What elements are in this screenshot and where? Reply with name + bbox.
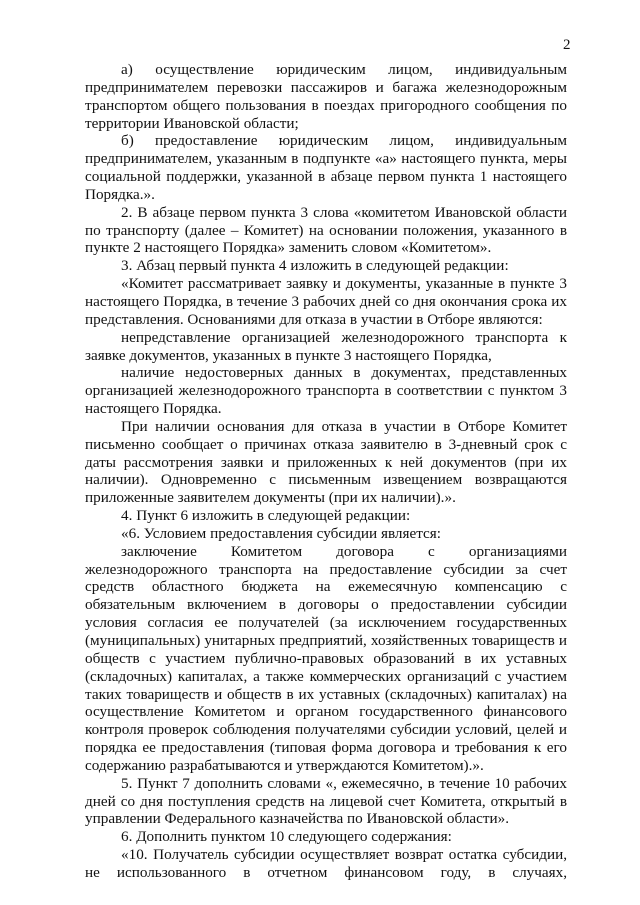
paragraph-3-intro: 3. Абзац первый пункта 4 изложить в следующей редакции: [121,257,509,275]
page-number: 2 [563,37,571,53]
paragraph-1a: а) осуществление юридическим лицом, индивидуальным предпринимателем перевозки пассажиров и багажа железнодорожным транспортом общего пользования в поездах пригородного сообщения по территории Ивановской области; [85,61,567,132]
paragraph-4-intro: 4. Пункт 6 изложить в следующей редакции: [121,507,411,525]
paragraph-2: 2. В абзаце первом пункта 3 слова «комитетом Ивановской области по транспорту (далее – Комитет) на основании положения, указанного в пункте 2 настоящего Порядка» заменить словом «Комитетом». [85,203,567,257]
paragraph-3-quote: «Комитет рассматривает заявку и документы, указанные в пункте 3 настоящего Порядка, в течение 3 рабочих дней со дня окончания срока их представления. Основаниями для отказа в участии в Отборе являются: [85,275,567,328]
paragraph-3-reason-2: наличие недостоверных данных в документах, представленных организацией железнодорожного транспорта в соответствии с пунктом 3 настоящего Порядка. [85,364,567,418]
document-body [85,61,567,882]
paragraph-3-refusal: При наличии основания для отказа в участии в Отборе Комитет письменно сообщает о причинах отказа заявителю в 3-дневный срок с даты рассмотрения заявки и приложенных к ней документов (при их наличии). Одновременно с письменным извещением возвращаются приложенные заявителем документы (при их наличии).». [85,417,567,507]
paragraph-1b: б) предоставление юридическим лицом, индивидуальным предпринимателем, указанным в подпункте «а» настоящего пункта, меры социальной поддержки, указанной в абзаце первом пункта 1 настоящего Порядка.». [85,132,567,203]
paragraph-6-quote: «10. Получатель субсидии осуществляет возврат остатка субсидии, не использованного в отчетном финансовом году, в случаях, [85,846,567,881]
paragraph-4-quote: «6. Условием предоставления субсидии является: [121,524,442,542]
paragraph-6-intro: 6. Дополнить пунктом 10 следующего содержания: [121,828,452,846]
paragraph-5: 5. Пункт 7 дополнить словами «, ежемесячно, в течение 10 рабочих дней со дня поступления средств на лицевой счет Комитета, открытый в управлении Федерального казначейства по Ивановской области». [85,774,567,828]
paragraph-3-reason-1-line-2: заявке документов, указанных в пункте 3 настоящего Порядка, [85,346,492,364]
paragraph-3-reason-1-line-1: непредставление организацией железнодорожного транспорта к [121,328,567,346]
paragraph-3-reason-1 [85,329,567,365]
paragraph-4-condition: заключение Комитетом договора с организациями железнодорожного транспорта на предоставление субсидии за счет средств областного бюджета на ежемесячную компенсацию с обязательным включением в договоры о предоставлении субсидии условия согласия ее получателей (за исключением государственных (муниципальных) унитарных предприятий, хозяйственных товариществ и обществ с участием публично-правовых образований в их уставных (складочных) капиталах, а также коммерческих организаций с участием таких товариществ и обществ в их уставных (складочных) капиталах) на осуществление Комитетом и органом государственного финансового контроля проверок соблюдения получателями субсидии условий, целей и порядка ее предоставления (типовая форма договора и требования к его содержанию разрабатываются и утверждаются Комитетом).». [85,542,567,774]
